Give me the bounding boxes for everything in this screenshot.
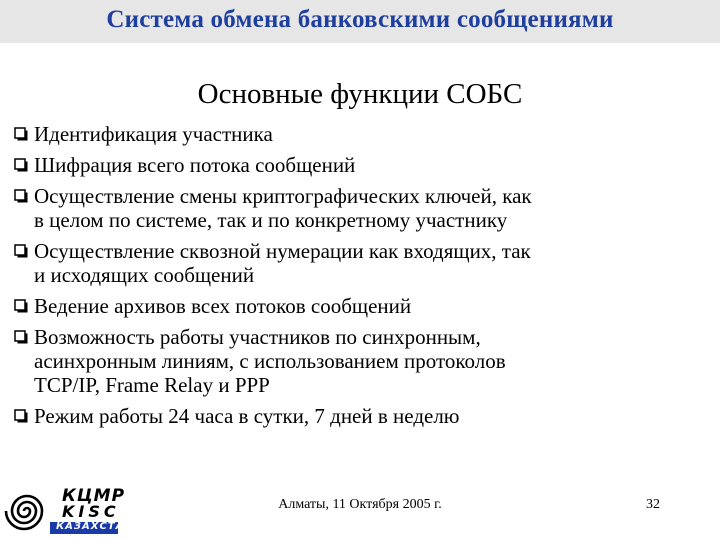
logo-text-kazakhstan: КАЗАХСТАН bbox=[56, 521, 134, 532]
bullet-item bbox=[14, 239, 714, 287]
bullet-line: Осуществление смены криптографических ключей, как bbox=[34, 184, 532, 208]
header-bar bbox=[0, 0, 720, 43]
bullet-line: Ведение архивов всех потоков сообщений bbox=[34, 294, 412, 318]
checkbox-bullet-icon bbox=[14, 244, 28, 258]
bullet-line: и исходящих сообщений bbox=[34, 263, 255, 287]
checkbox-bullet-icon bbox=[14, 330, 28, 344]
bullet-line: в целом по системе, так и по конкретному участнику bbox=[34, 208, 508, 232]
footer-location-date: Алматы, 11 Октября 2005 г. bbox=[278, 497, 442, 512]
bullet-line: Шифрация всего потока сообщений bbox=[34, 153, 356, 177]
bullet-item bbox=[14, 404, 714, 428]
bullet-item bbox=[14, 122, 714, 146]
page-number: 32 bbox=[646, 497, 660, 512]
logo-text-kisc: KISC bbox=[62, 502, 120, 521]
bullet-line: Идентификация участника bbox=[34, 122, 273, 146]
checkbox-bullet-icon bbox=[14, 158, 28, 172]
bullet-line: Осуществление сквозной нумерации как входящих, так bbox=[34, 239, 531, 263]
bullet-line: Возможность работы участников по синхронным, bbox=[34, 325, 481, 349]
bullet-item bbox=[14, 184, 714, 232]
slide-title: Основные функции СОБС bbox=[197, 78, 523, 110]
bullet-item bbox=[14, 153, 714, 177]
logo-text-kcmr: КЦМР bbox=[62, 486, 126, 506]
checkbox-bullet-icon bbox=[14, 189, 28, 203]
checkbox-bullet-icon bbox=[14, 127, 28, 141]
checkbox-bullet-icon bbox=[14, 299, 28, 313]
spiral-logo-icon bbox=[4, 488, 50, 534]
bullet-item bbox=[14, 325, 714, 397]
bullet-item bbox=[14, 294, 714, 318]
bullet-line: TCP/IP, Frame Relay и PPP bbox=[34, 373, 270, 397]
bullet-list bbox=[14, 122, 714, 435]
kisc-logo bbox=[4, 484, 134, 538]
logo-band bbox=[50, 521, 134, 534]
header-title: Система обмена банковскими сообщениями bbox=[106, 6, 614, 33]
checkbox-bullet-icon bbox=[14, 409, 28, 423]
bullet-line: Режим работы 24 часа в сутки, 7 дней в неделю bbox=[34, 404, 460, 428]
bullet-line: асинхронным линиям, с использованием протоколов bbox=[34, 349, 506, 373]
